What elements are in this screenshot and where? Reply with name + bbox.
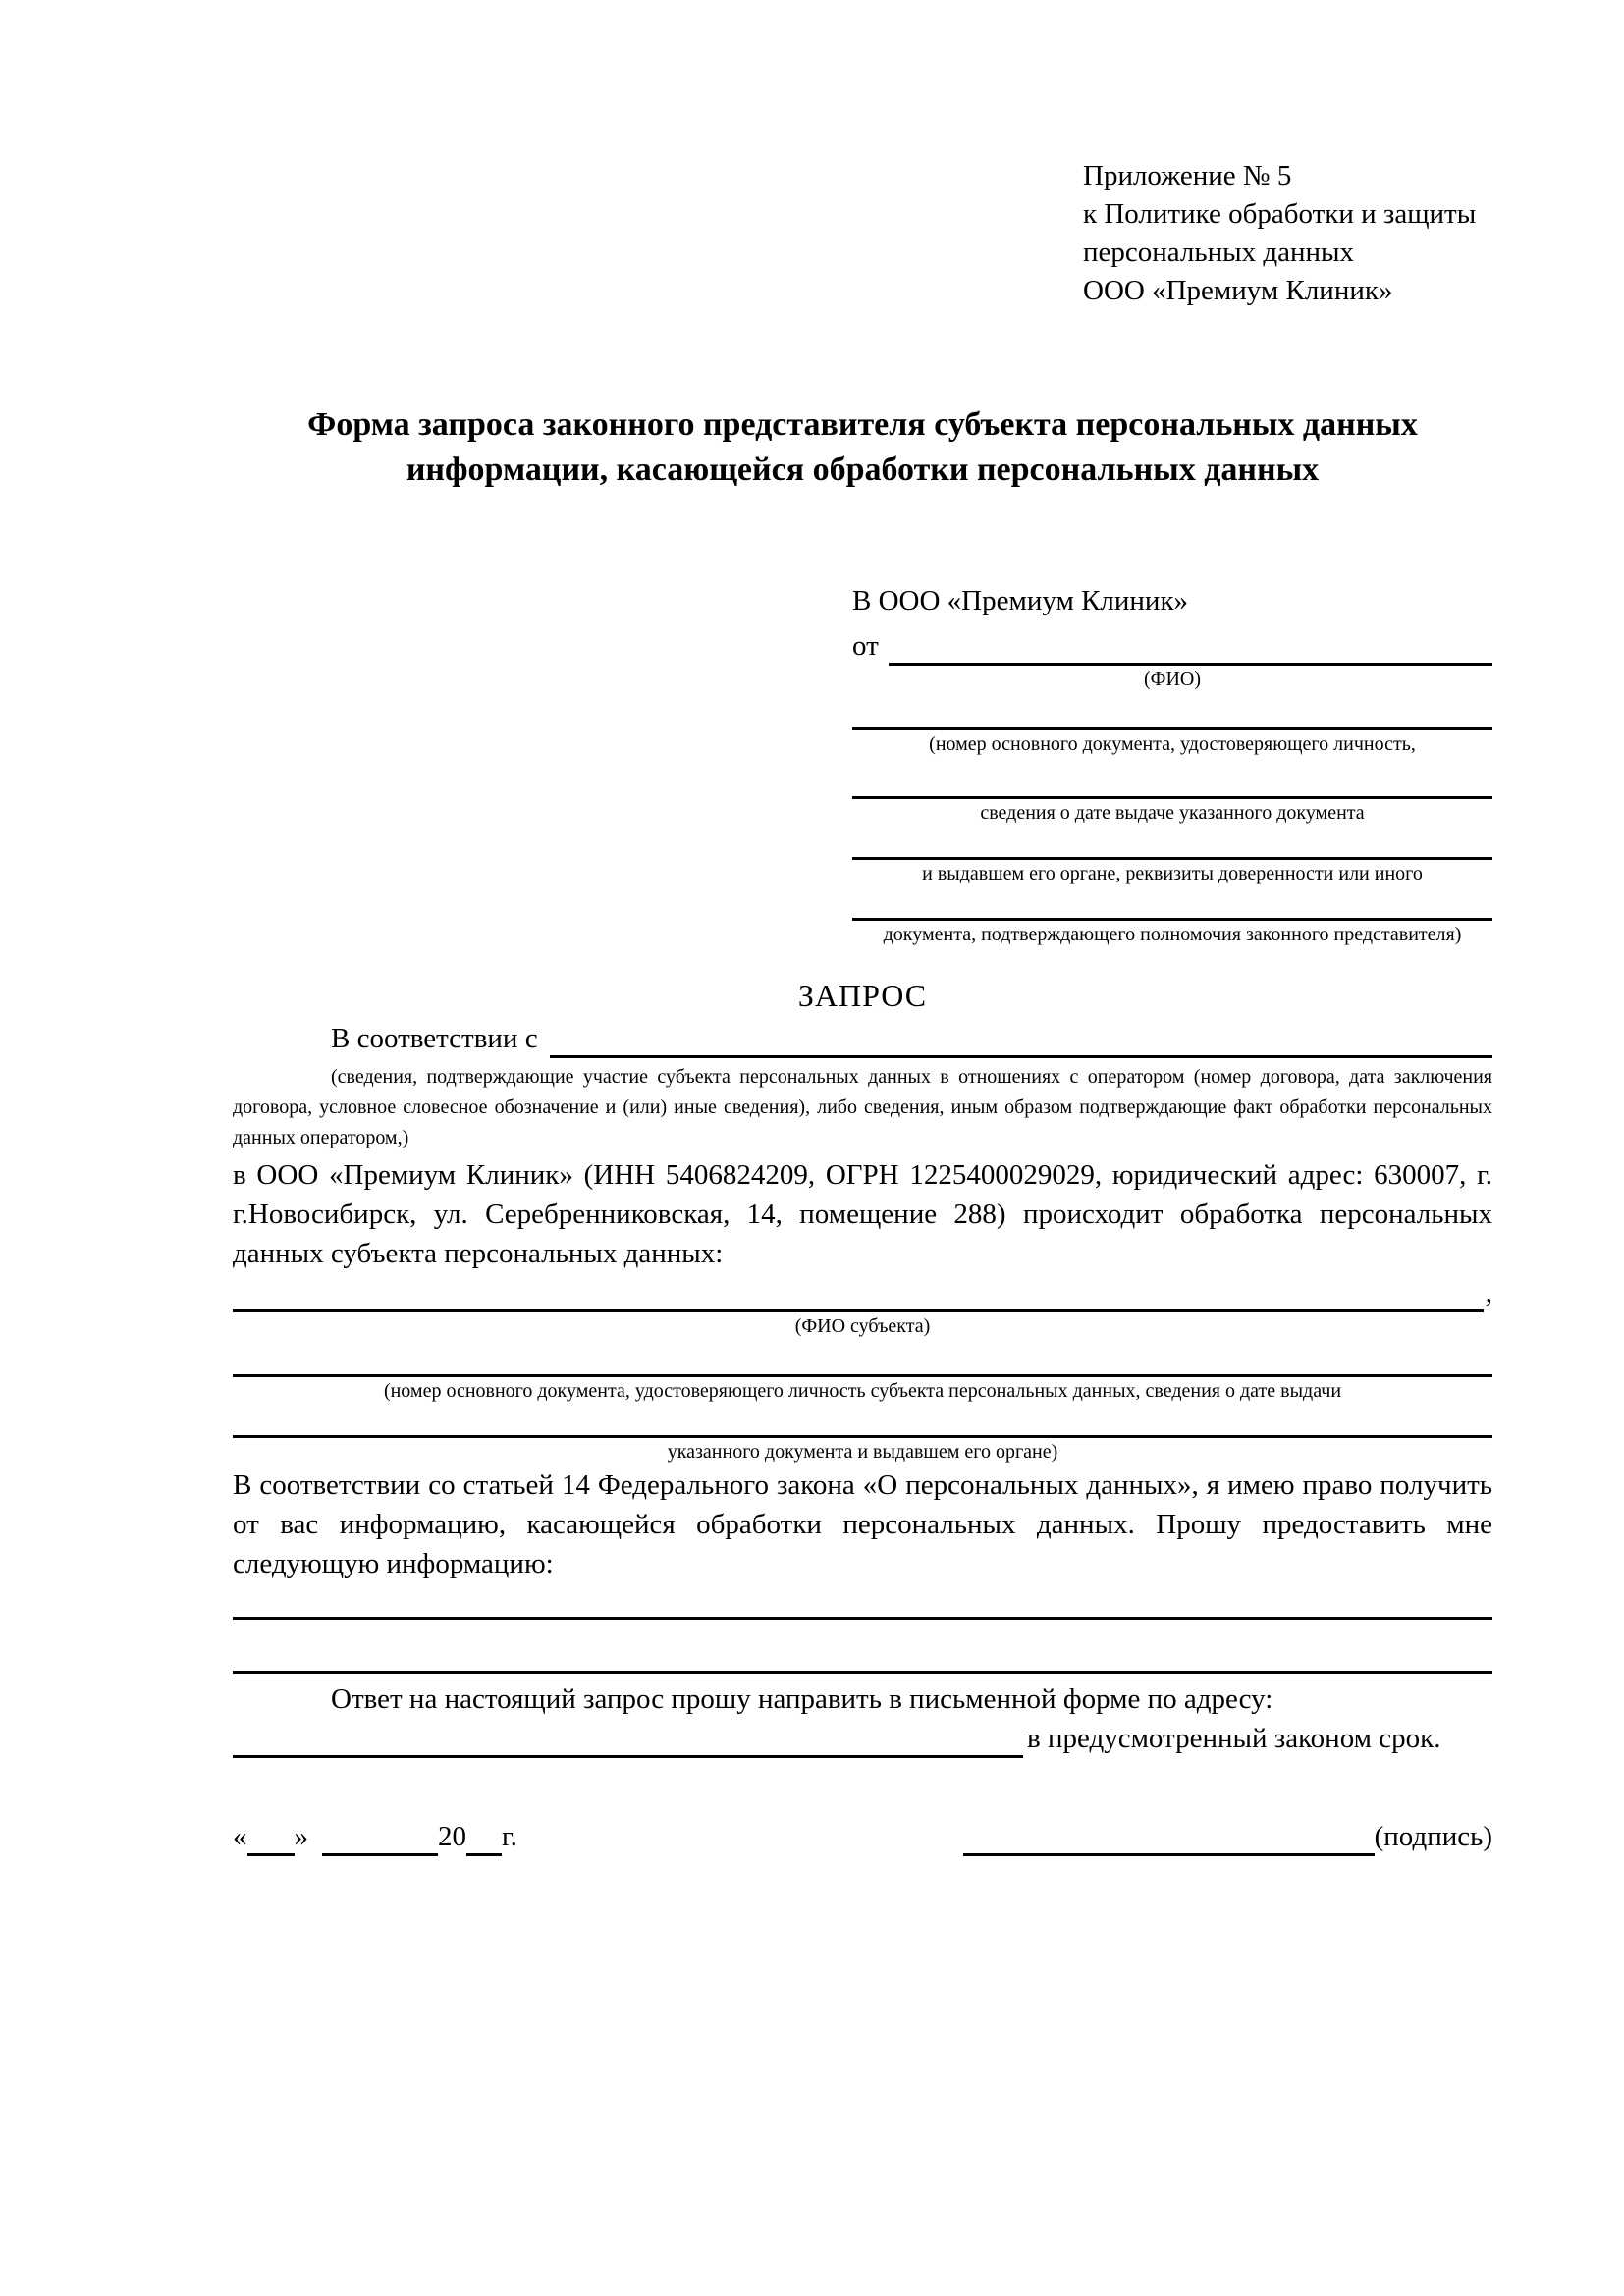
reply-address-row bbox=[233, 1719, 1492, 1758]
reply-paragraph: Ответ на настоящий запрос прошу направить в письменной форме по адресу: bbox=[331, 1683, 1273, 1715]
annex-block bbox=[1083, 0, 1492, 310]
accordance-label: В соответствии с bbox=[331, 1023, 538, 1054]
caption-fio: (ФИО) bbox=[1143, 668, 1201, 690]
caption-doc-2: сведения о дате выдаче указанного документа bbox=[980, 802, 1365, 824]
caption-subject-doc-2: указанного документа и выдавшем его органе) bbox=[667, 1441, 1058, 1463]
blank-line bbox=[233, 1725, 1023, 1758]
signature-line bbox=[963, 1823, 1375, 1856]
form-title: Форма запроса законного представителя субъекта персональных данных информации, касающейся обработки персональных данных bbox=[307, 406, 1418, 488]
annex-line: Приложение № 5 bbox=[1083, 160, 1292, 191]
blank-line bbox=[550, 1025, 1492, 1058]
blank-line bbox=[889, 632, 1492, 666]
addressee-company: В ООО «Премиум Клиник» bbox=[852, 585, 1189, 616]
signature-caption: (подпись) bbox=[1374, 1821, 1492, 1852]
footer-row bbox=[233, 1817, 1492, 1856]
blank-line bbox=[852, 825, 1492, 860]
annex-line: к Политике обработки и защиты bbox=[1083, 198, 1477, 230]
from-label: от bbox=[852, 630, 879, 662]
year-prefix: 20 bbox=[438, 1821, 466, 1852]
blank-line bbox=[233, 1671, 1492, 1674]
blank-line bbox=[466, 1823, 502, 1856]
blank-line bbox=[233, 1279, 1484, 1312]
caption-subject-doc-1: (номер основного документа, удостоверяющего личность субъекта персональных данных, сведения о дате выдачи bbox=[383, 1380, 1342, 1402]
blank-line bbox=[233, 1617, 1492, 1620]
addressee-block bbox=[852, 581, 1492, 946]
date-group bbox=[233, 1817, 517, 1856]
date-quote-close: » bbox=[294, 1821, 308, 1852]
signature-group bbox=[963, 1817, 1492, 1856]
caption-doc-1: (номер основного документа, удостоверяющего личность, bbox=[929, 733, 1416, 755]
blank-line bbox=[233, 1403, 1492, 1438]
from-row bbox=[852, 626, 1492, 666]
accordance-caption: (сведения, подтверждающие участие субъекта персональных данных в отношениях с оператором (номер договора, дата заключения договора, условное словесное обозначение и (или) иные сведения), либо сведения, иным образом подтверждающие факт обработки персональных данных оператором,) bbox=[233, 1066, 1492, 1148]
blank-line bbox=[852, 691, 1492, 730]
blank-line bbox=[322, 1823, 438, 1856]
annex-line: ООО «Премиум Клиник» bbox=[1083, 275, 1393, 306]
date-quote-open: « bbox=[233, 1821, 247, 1852]
operator-paragraph: в ООО «Премиум Клиник» (ИНН 5406824209, ОГРН 1225400029029, юридический адрес: 630007, г. г.Новосибирск, ул. Серебренниковская, 14, помещение 288) происходит обработка персональных данных субъекта персональных данных: bbox=[233, 1159, 1492, 1269]
caption-subject-fio: (ФИО субъекта) bbox=[794, 1315, 931, 1337]
blank-line bbox=[233, 1338, 1492, 1377]
accordance-row bbox=[233, 1019, 1492, 1058]
law-paragraph: В соответствии со статьей 14 Федерального закона «О персональных данных», я имею право получить от вас информацию, касающейся обработки персональных данных. Прошу предоставить мне следующую информацию: bbox=[233, 1469, 1492, 1579]
subject-fio-row bbox=[233, 1273, 1492, 1312]
request-heading: ЗАПРОС bbox=[797, 978, 928, 1013]
blank-line bbox=[852, 885, 1492, 921]
blank-line bbox=[247, 1823, 295, 1856]
year-suffix: г. bbox=[502, 1821, 517, 1852]
caption-doc-4: документа, подтверждающего полномочия законного представителя) bbox=[883, 924, 1462, 945]
subject-comma: , bbox=[1485, 1277, 1492, 1308]
blank-line bbox=[852, 756, 1492, 799]
reply-tail: в предусмотренный законом срок. bbox=[1027, 1723, 1441, 1754]
caption-doc-3: и выдавшем его органе, реквизиты доверенности или иного bbox=[922, 863, 1423, 884]
annex-line: персональных данных bbox=[1083, 237, 1355, 268]
